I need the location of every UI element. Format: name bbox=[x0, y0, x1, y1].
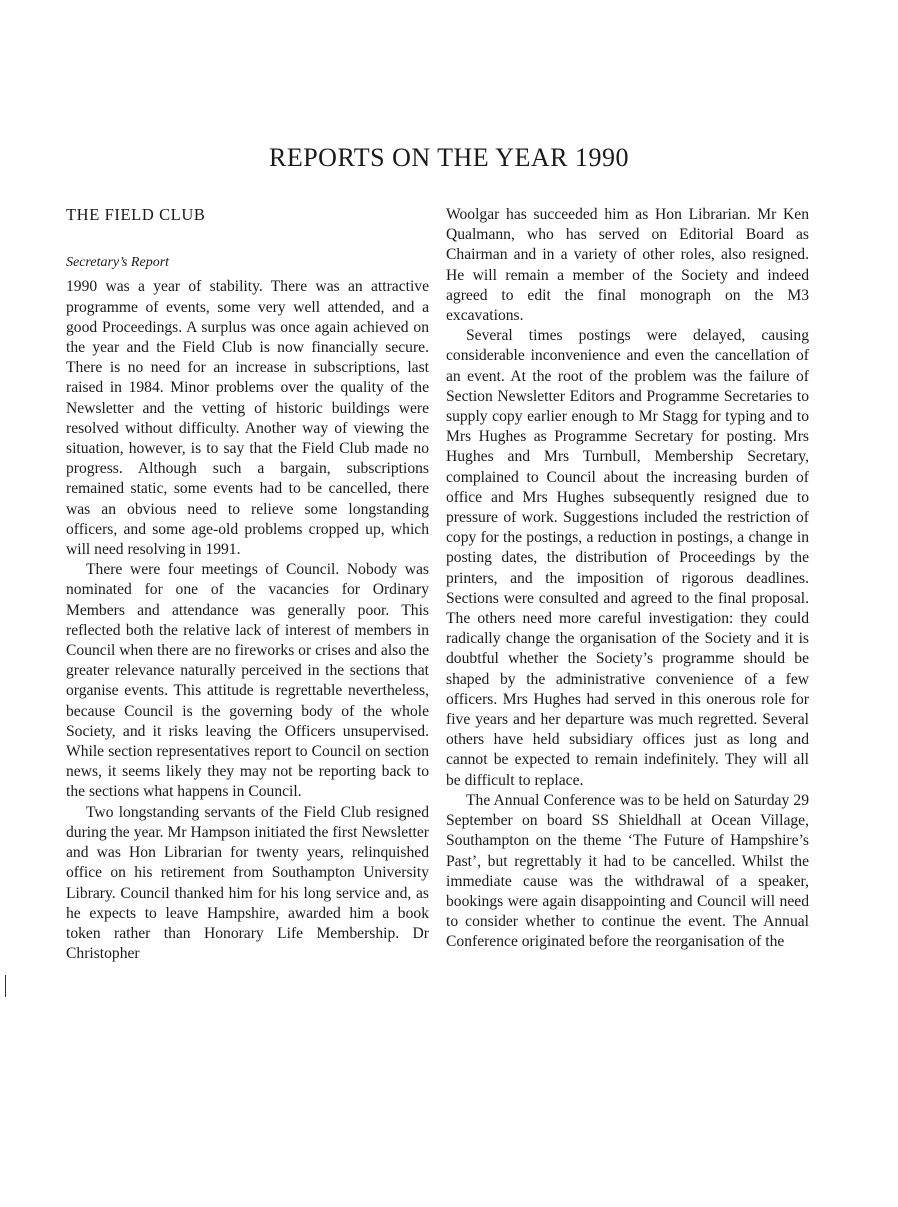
right-column bbox=[446, 205, 809, 953]
paragraph: Woolgar has succeeded him as Hon Librarian. Mr Ken Qualmann, who has served on Editorial Board as Chairman and in a variety of other roles, also resigned. He will remain a member of the Society and indeed agreed to edit the final monograph on the M3 excavations. bbox=[446, 206, 809, 325]
paragraph: 1990 was a year of stability. There was an attractive programme of events, some very well attended, and a good Proceedings. A surplus was once again achieved on the year and the Field Club is now financially secure. There is no need for an increase in subscriptions, last raised in 1984. Minor problems over the quality of the Newsletter and the vetting of historic buildings were resolved without difficulty. Another way of viewing the situation, however, is to say that the Field Club made no progress. Although such a bargain, subscriptions remained static, some events had to be cancelled, there was an obvious need to relieve some longstanding officers, and some age-old problems cropped up, which will need resolving in 1991. bbox=[66, 278, 429, 559]
paragraph: Several times postings were delayed, causing considerable inconvenience and even the cancellation of an event. At the root of the problem was the failure of Section Newsletter Editors and Programme Secretaries to supply copy earlier enough to Mr Stagg for typing and to Mrs Hughes as Programme Secretary for posting. Mrs Hughes and Mrs Turnbull, Membership Secretary, complained to Council about the increasing burden of office and Mrs Hughes subsequently resigned due to pressure of work. Suggestions included the restriction of copy for the postings, a reduction in postings, a change in posting dates, the distribution of Proceedings by the printers, and the imposition of rigorous deadlines. Sections were consulted and agreed to the final proposal. The others need more careful investigation: they could radically change the organisation of the Society and it is doubtful whether the Society’s programme should be shaped by the administrative convenience of a few officers. Mrs Hughes had served in this onerous role for five years and her departure was much regretted. Several others have held subsidiary offices just as long and cannot be expected to remain indefinitely. They will all be difficult to replace. bbox=[446, 327, 809, 789]
paragraph: The Annual Conference was to be held on Saturday 29 September on board SS Shieldhall at Ocean Village, Southampton on the theme ‘The Future of Hampshire’s Past’, but regrettably it had to be cancelled. Whilst the immediate cause was the withdrawal of a speaker, bookings were again disappointing and Council will need to consider whether to continue the event. The Annual Conference originated before the reorganisation of the bbox=[446, 791, 809, 951]
paragraph: There were four meetings of Council. Nobody was nominated for one of the vacancies for Ordinary Members and attendance was generally poor. This reflected both the relative lack of interest of members in Council when there are no fireworks or crises and also the greater relevance naturally perceived in the sections that organise events. This attitude is regrettable nevertheless, because Council is the governing body of the whole Society, and it risks leaving the Officers unsupervised. While section representatives report to Council on section news, it seems likely they may not be reporting back to the sections what happens in Council. bbox=[66, 561, 429, 801]
left-column bbox=[66, 205, 429, 964]
page-title: REPORTS ON THE YEAR 1990 bbox=[268, 143, 630, 172]
subsection-heading: Secretary’s Report bbox=[66, 255, 170, 271]
paragraph: Two longstanding servants of the Field Club resigned during the year. Mr Hampson initiated the first Newsletter and was Hon Librarian for twenty years, relinquished office on his retirement from Southampton University Library. Council thanked him for his long service and, as he expects to leave Hampshire, awarded him a book token rather than Honorary Life Membership. Dr Christopher bbox=[66, 803, 429, 963]
section-heading: THE FIELD CLUB bbox=[66, 205, 206, 224]
margin-mark bbox=[5, 975, 6, 997]
